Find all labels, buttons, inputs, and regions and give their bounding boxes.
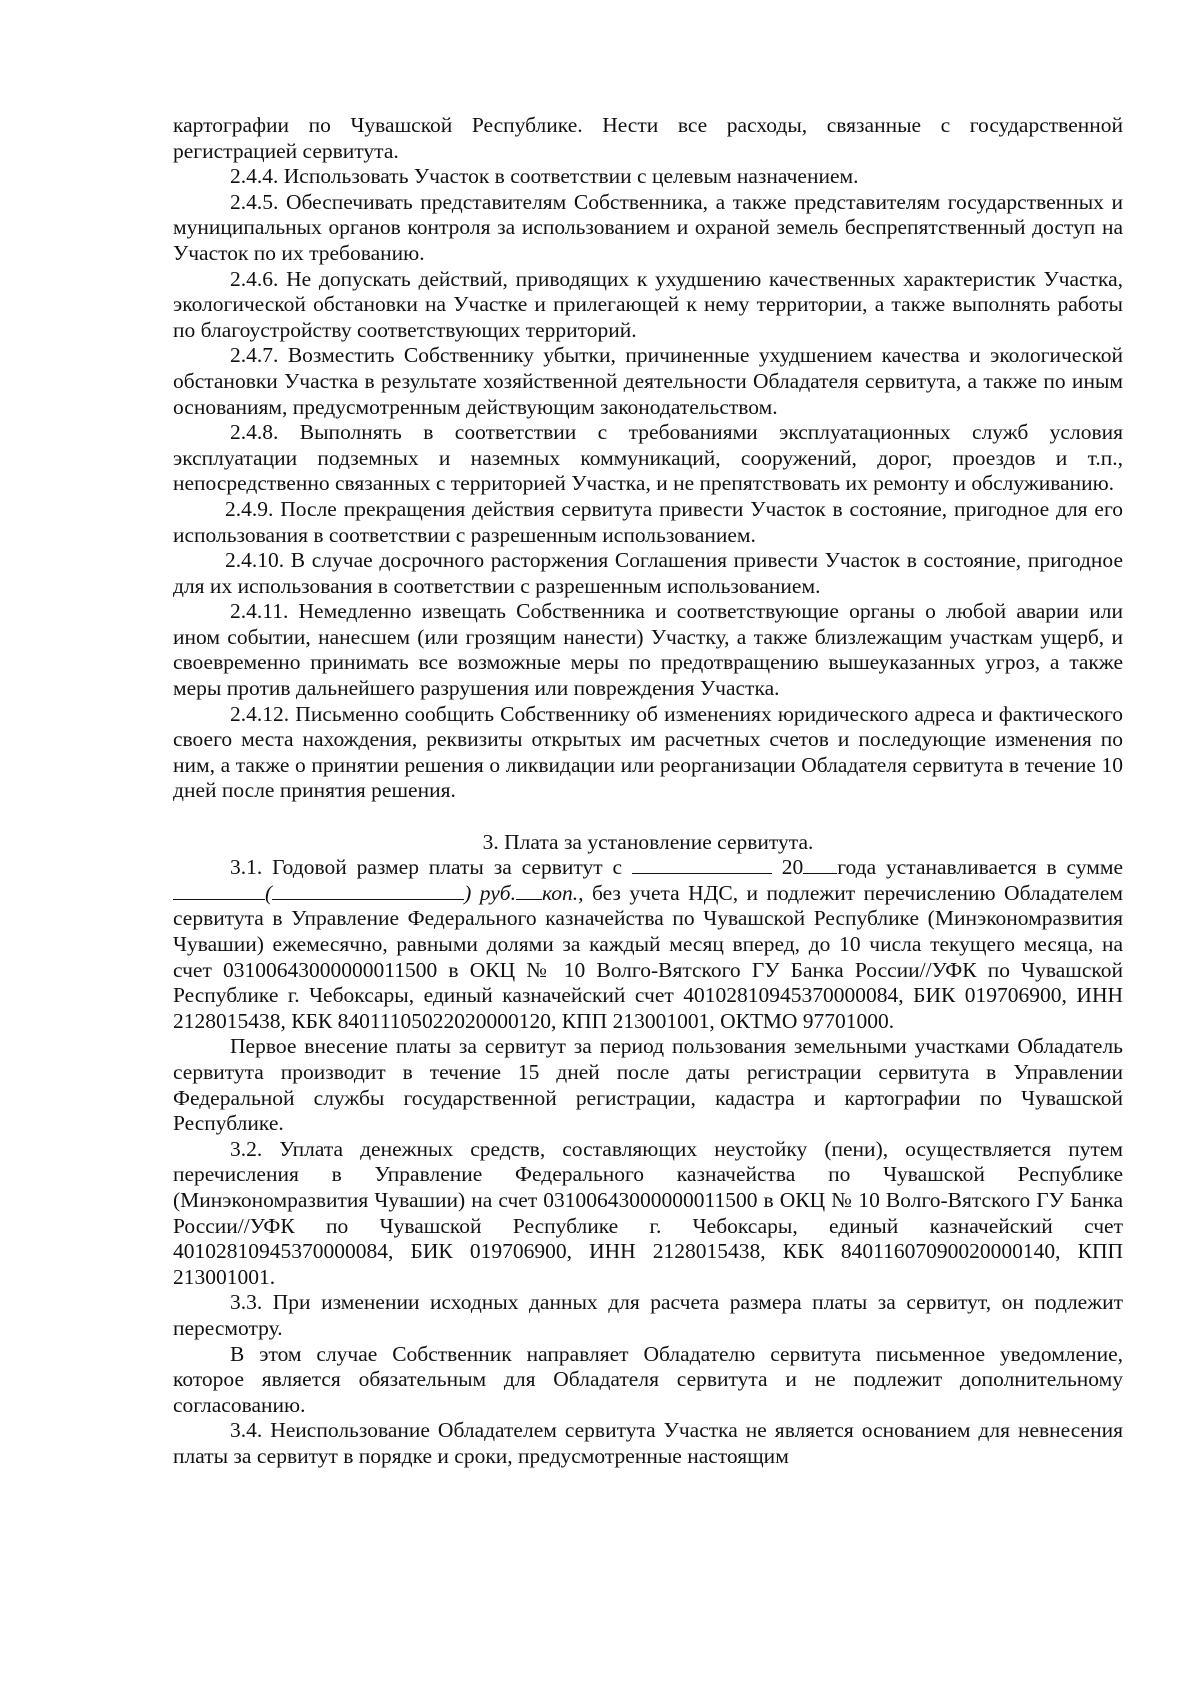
paragraph-2-4-12: 2.4.12. Письменно сообщить Собственнику об изменениях юридического адреса и фактического своего места нахождения, реквизиты открытых им расчетных счетов и последующие изменения по ним, а также о принятии решения о ликвидации или реорганизации Обладателя сервитута в течение 10 дней после принятия решения. xyxy=(173,701,1123,803)
paragraph-2-4-4: 2.4.4. Использовать Участок в соответствии с целевым назначением. xyxy=(230,164,859,189)
paragraph-2-4-11: 2.4.11. Немедленно извещать Собственника и соответствующие органы о любой аварии или ином событии, нанесшем (или грозящим нанести) Участку, а также близлежащим участкам ущерб, и своевременно принимать все возможные меры по предотвращению вышеуказанных угроз, а также меры против дальнейшего разрушения или повреждения Участка. xyxy=(173,599,1123,701)
paragraph-3-3: 3.3. При изменении исходных данных для расчета размера платы за сервитут, он подлежит пересмотру. xyxy=(173,1290,1123,1340)
year-blank xyxy=(803,855,837,874)
paragraph-3-2: 3.2. Уплата денежных средств, составляющих неустойку (пени), осуществляется путем перечисления в Управление Федерального казначейства по Чувашской Республике (Минэкономразвития Чувашии) на счет 03100643000000011500 в ОКЦ № 10 Волго-Вятского ГУ Банка России//УФК по Чувашской Республике г. Чебоксары, единый казначейский счет 40102810945370000084, БИК 019706900, ИНН 2128015438, КБК 84011607090020000140, КПП 213001001. xyxy=(173,1136,1123,1289)
paragraph-notice: В этом случае Собственник направляет Обладателю сервитута письменное уведомление, которое является обязательным для Обладателя сервитута и не подлежит дополнительному согласованию. xyxy=(173,1341,1123,1417)
p31-year-suffix: года устанавливается в сумме xyxy=(837,855,1124,880)
amount-blank xyxy=(173,881,265,900)
start-date-blank xyxy=(632,855,772,874)
paragraph-2-4-6: 2.4.6. Не допускать действий, приводящих к ухудшению качественных характеристик Участка, экологической обстановки на Участке и прилегающей к нему территории, а также выполнять работы по благоустройству соответствующих территорий. xyxy=(173,266,1123,342)
amount-words-open: ( xyxy=(265,880,273,905)
paragraph-first-payment: Первое внесение платы за сервитут за период пользования земельными участками Обладатель сервитута производит в течение 15 дней после даты регистрации сервитута в Управлении Федеральной службы государственной регистрации, кадастра и картографии по Чувашской Республике. xyxy=(173,1034,1123,1136)
paragraph-2-4-10: 2.4.10. В случае досрочного расторжения Соглашения привести Участок в состояние, пригодное для их использования в соответствии с разрешенным использованием. xyxy=(173,548,1123,598)
amount-words-blank xyxy=(272,881,464,900)
p31-body: без учета НДС, и подлежит перечислению Обладателем сервитута в Управление Федерального казначейства по Чувашской Республике (Минэкономразвития Чувашии) ежемесячно, равными долями за каждый месяц вперед, до 10 числа текущего месяца, на счет 03100643000000011500 в ОКЦ № 10 Волго-Вятского ГУ Банка России//УФК по Чувашской Республике г. Чебоксары, единый казначейский счет 40102810945370000084, БИК 019706900, ИНН 2128015438, КБК 84011105022020000120, КПП 213001001, ОКТМО 97701000. xyxy=(173,880,1124,1033)
paragraph-3-4: 3.4. Неиспользование Обладателем сервитута Участка не является основанием для невнесения платы за сервитут в порядке и сроки, предусмотренные настоящим xyxy=(173,1418,1123,1468)
paragraph-2-4-7: 2.4.7. Возместить Собственнику убытки, причиненные ухудшением качества и экологической обстановки Участка в результате хозяйственной деятельности Обладателя сервитута, а также по иным основаниям, предусмотренным действующим законодательством. xyxy=(173,343,1123,419)
section-3-title: 3. Плата за установление сервитута. xyxy=(482,829,814,854)
paragraph-continued: картографии по Чувашской Республике. Нести все расходы, связанные с государственной регистрацией сервитута. xyxy=(173,113,1123,163)
paragraph-2-4-5: 2.4.5. Обеспечивать представителям Собственника, а также представителям государственных и муниципальных органов контроля за использованием и охраной земель беспрепятственный доступ на Участок по их требованию. xyxy=(173,189,1123,265)
rub-label: ) руб. xyxy=(464,880,516,905)
section-spacer xyxy=(173,804,1123,830)
paragraph-2-4-9: 2.4.9. После прекращения действия сервитута привести Участок в состояние, пригодное для его использования в соответствии с разрешенным использованием. xyxy=(173,496,1123,547)
document-page xyxy=(173,113,1123,1469)
paragraph-2-4-8: 2.4.8. Выполнять в соответствии с требованиями эксплуатационных служб условия эксплуатации подземных и наземных коммуникаций, сооружений, дорог, проездов и т.п., непосредственно связанных с территорией Участка, и не препятствовать их ремонту и обслуживанию. xyxy=(173,420,1123,496)
paragraph-3-1 xyxy=(173,855,1123,1034)
kop-blank xyxy=(516,881,542,900)
p31-lead: 3.1. Годовой размер платы за сервитут с xyxy=(230,855,623,880)
kop-label: коп., xyxy=(542,880,584,905)
p31-year-prefix: 20 xyxy=(781,855,804,880)
